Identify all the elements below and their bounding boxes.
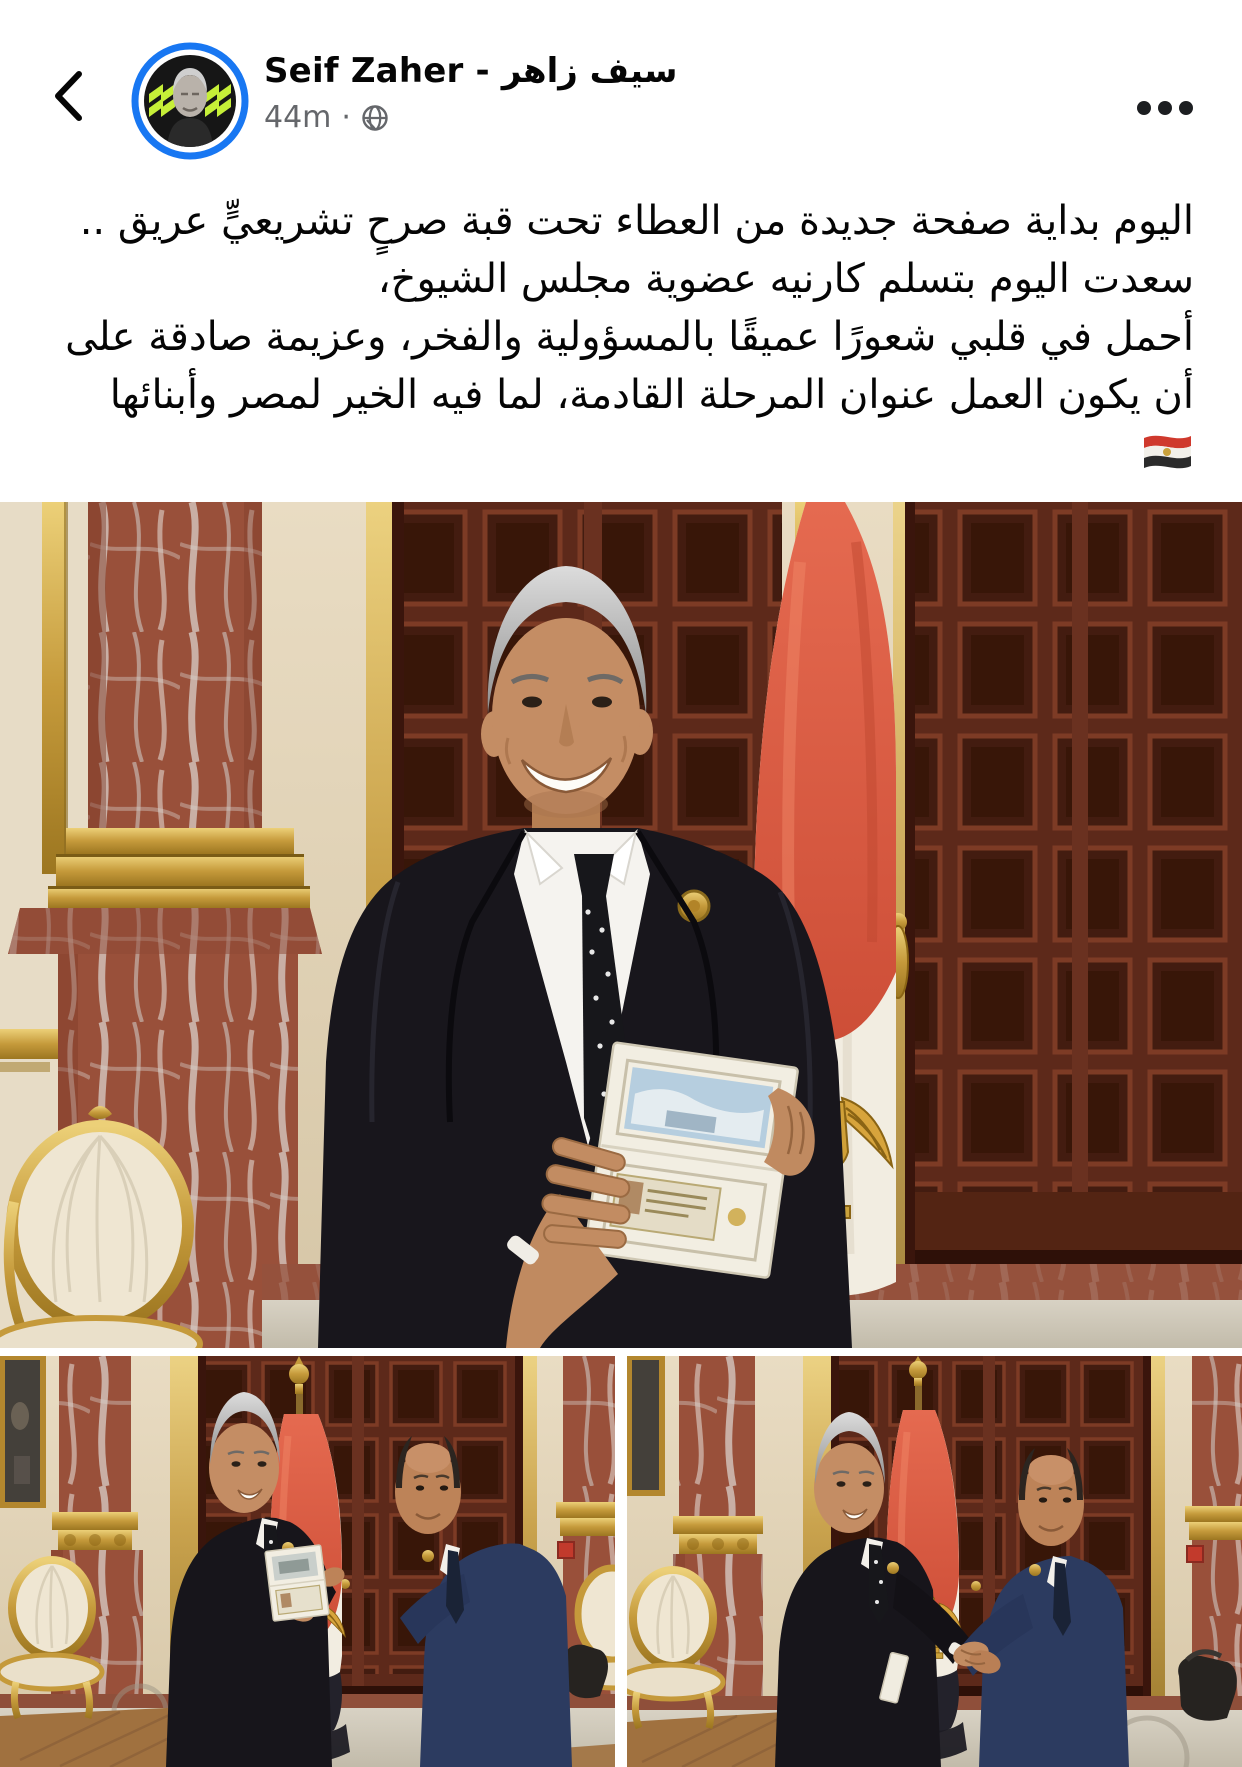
back-button[interactable] [46,66,90,126]
post-line: اليوم بداية صفحة جديدة من العطاء تحت قبة صرحٍ تشريعيٍّ عريق .. [79,198,1194,244]
framed-painting [0,1356,46,1508]
photo-row [0,1356,1242,1767]
wooden-door-right [893,502,1242,1264]
post-line: أحمل في قلبي شعورًا عميقًا بالمسؤولية والفخر، وعزيمة صادقة على [65,314,1194,360]
more-options-button[interactable] [1130,88,1200,128]
avatar-photo [144,55,236,147]
ellipsis-dot [1137,101,1151,115]
post-line: أن يكون العمل عنوان المرحلة القادمة، لما فيه الخير لمصر وأبنائها [109,372,1194,418]
camera-bag [565,1645,608,1698]
timestamp: 44m [264,100,332,135]
header-text-block [264,50,677,135]
photo-bottom-left[interactable] [0,1356,615,1767]
egypt-flag-emoji [1140,430,1194,472]
ellipsis-dot [1179,101,1193,115]
post-text [0,176,1242,424]
dot-separator: · [341,100,351,135]
ellipsis-dot [1158,101,1172,115]
photo-bottom-right[interactable] [627,1356,1242,1767]
profile-name[interactable]: Seif Zaher - سيف زاهر [264,51,678,91]
gold-column-base [48,828,310,908]
camera-bag [1178,1656,1237,1721]
post-header [0,0,1242,176]
fire-alarm [558,1542,574,1558]
globe-audience-icon [361,104,389,132]
photo-main[interactable] [0,502,1242,1348]
membership-booklet [265,1545,329,1621]
post-meta [264,100,677,135]
avatar[interactable] [131,42,249,160]
fire-alarm [1187,1546,1203,1562]
marble-column [88,502,262,834]
framed-painting [627,1356,665,1496]
post-line: سعدت اليوم بتسلم كارنيه عضوية مجلس الشيوخ، [377,256,1194,302]
chevron-left-icon [51,69,85,123]
emoji-line [0,424,1242,478]
